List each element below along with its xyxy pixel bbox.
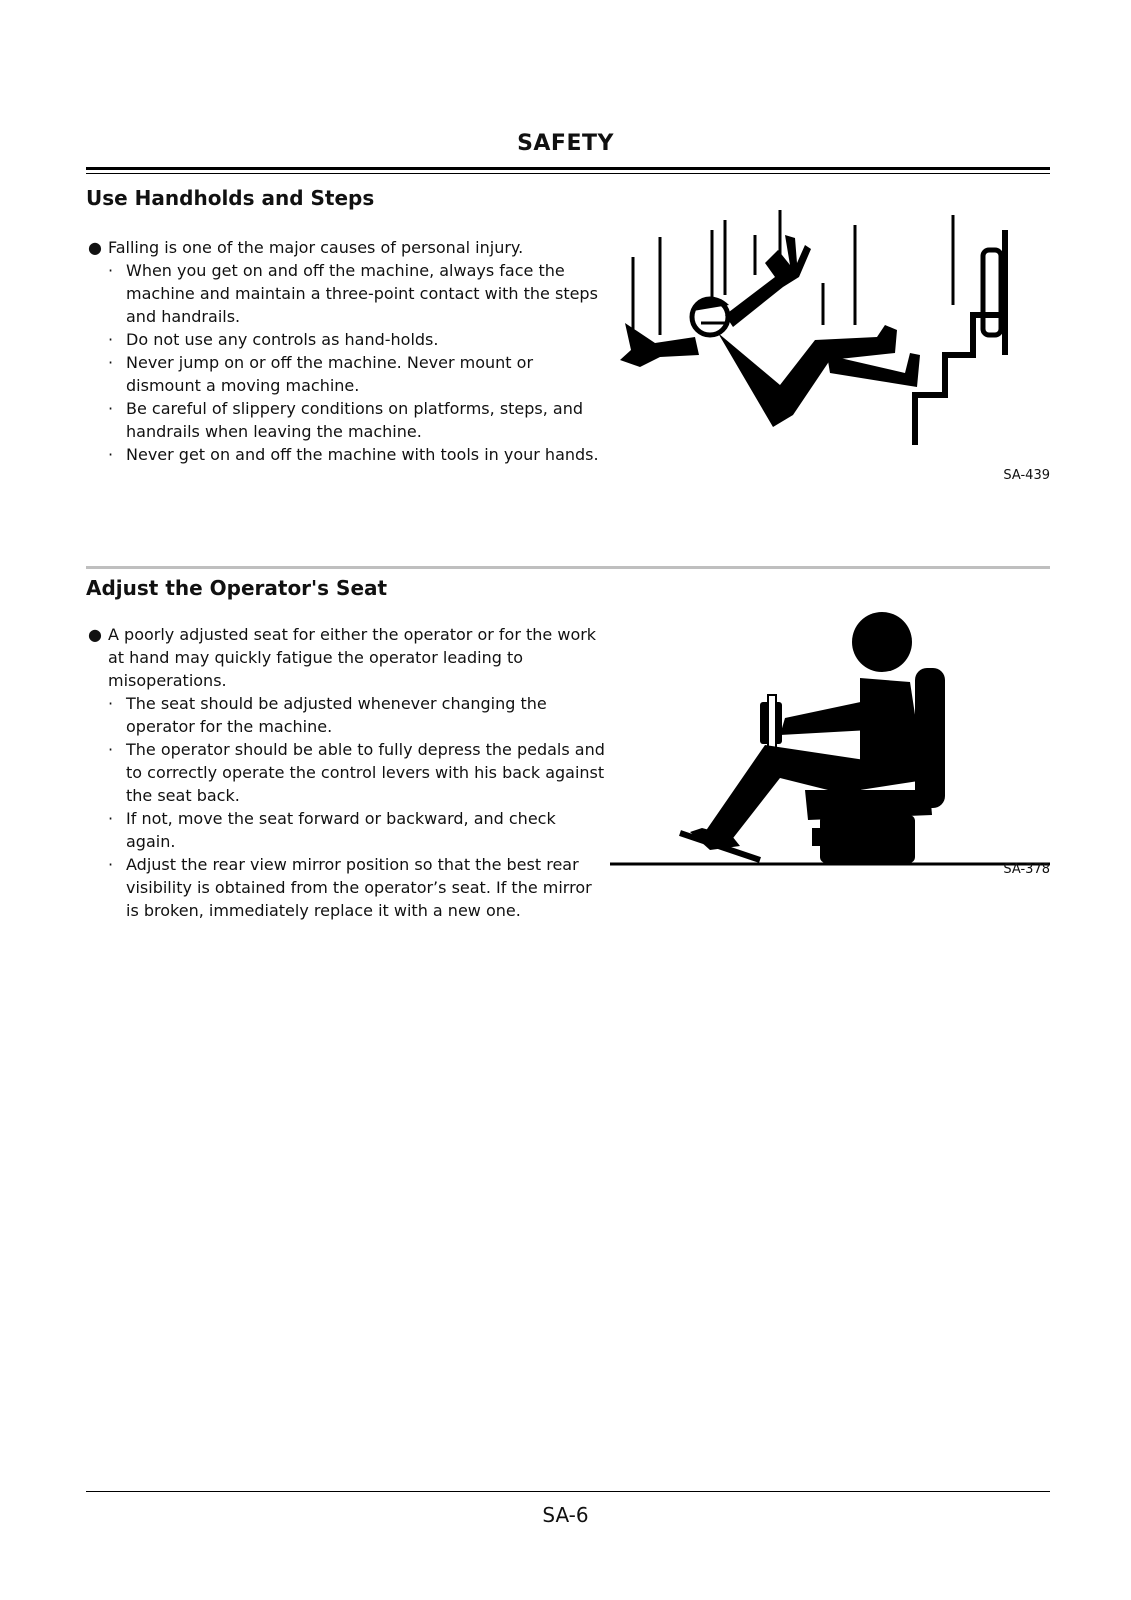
- sub-item: · The seat should be adjusted whenever changing the operator for the machine.: [108, 694, 547, 736]
- bullet-item: ● A poorly adjusted seat for either the operator or for the work at hand may quickly fatigue the operator leading to misoperations.: [88, 625, 597, 690]
- sub-item: · Never jump on or off the machine. Never mount or dismount a moving machine.: [108, 353, 534, 395]
- figure-code: SA-378: [1003, 862, 1050, 877]
- section-heading-operator-seat: Adjust the Operator's Seat: [86, 576, 388, 600]
- sub-item: · Do not use any controls as hand-holds.: [108, 330, 439, 349]
- sub-bullet-icon: ·: [108, 353, 114, 372]
- bullet-item: ● Falling is one of the major causes of personal injury.: [88, 238, 524, 257]
- bullet-dot-icon: ●: [88, 625, 102, 644]
- sub-item: · Adjust the rear view mirror position so that the best rear visibility is obtained from the operator’s seat. If the mirror is broken, immediately replace it with a new one.: [108, 855, 592, 920]
- sub-item: · Be careful of slippery conditions on platforms, steps, and handrails when leaving the machine.: [108, 399, 584, 441]
- section-heading-handholds: Use Handholds and Steps: [86, 186, 375, 210]
- bullet-dot-icon: ●: [88, 238, 102, 257]
- section-body-operator-seat: [86, 623, 606, 922]
- sub-bullet-icon: ·: [108, 809, 114, 828]
- sub-item: · The operator should be able to fully depress the pedals and to correctly operate the control levers with his back against the seat back.: [108, 740, 605, 805]
- sub-item: · When you get on and off the machine, always face the machine and maintain a three-point contact with the steps and handrails.: [108, 261, 598, 326]
- sub-item: · Never get on and off the machine with tools in your hands.: [108, 445, 599, 464]
- sub-item: · If not, move the seat forward or backward, and check again.: [108, 809, 556, 851]
- footer-rule: [86, 1491, 1050, 1492]
- header-rule-thick: [86, 167, 1050, 170]
- figure-code: SA-439: [1003, 468, 1050, 483]
- sub-bullet-icon: ·: [108, 261, 114, 280]
- sub-bullet-icon: ·: [108, 740, 114, 759]
- seated-operator-illustration: [610, 610, 1055, 870]
- sub-bullet-icon: ·: [108, 399, 114, 418]
- sub-bullet-icon: ·: [108, 855, 114, 874]
- page-title: SAFETY: [517, 131, 614, 156]
- section-divider: [86, 566, 1050, 569]
- header-rule-thin: [86, 173, 1050, 174]
- sub-bullet-icon: ·: [108, 330, 114, 349]
- page-number: SA-6: [542, 1503, 589, 1527]
- sub-bullet-icon: ·: [108, 445, 114, 464]
- section-body-handholds: [86, 236, 606, 466]
- falling-person-illustration: [615, 205, 1055, 465]
- sub-bullet-icon: ·: [108, 694, 114, 713]
